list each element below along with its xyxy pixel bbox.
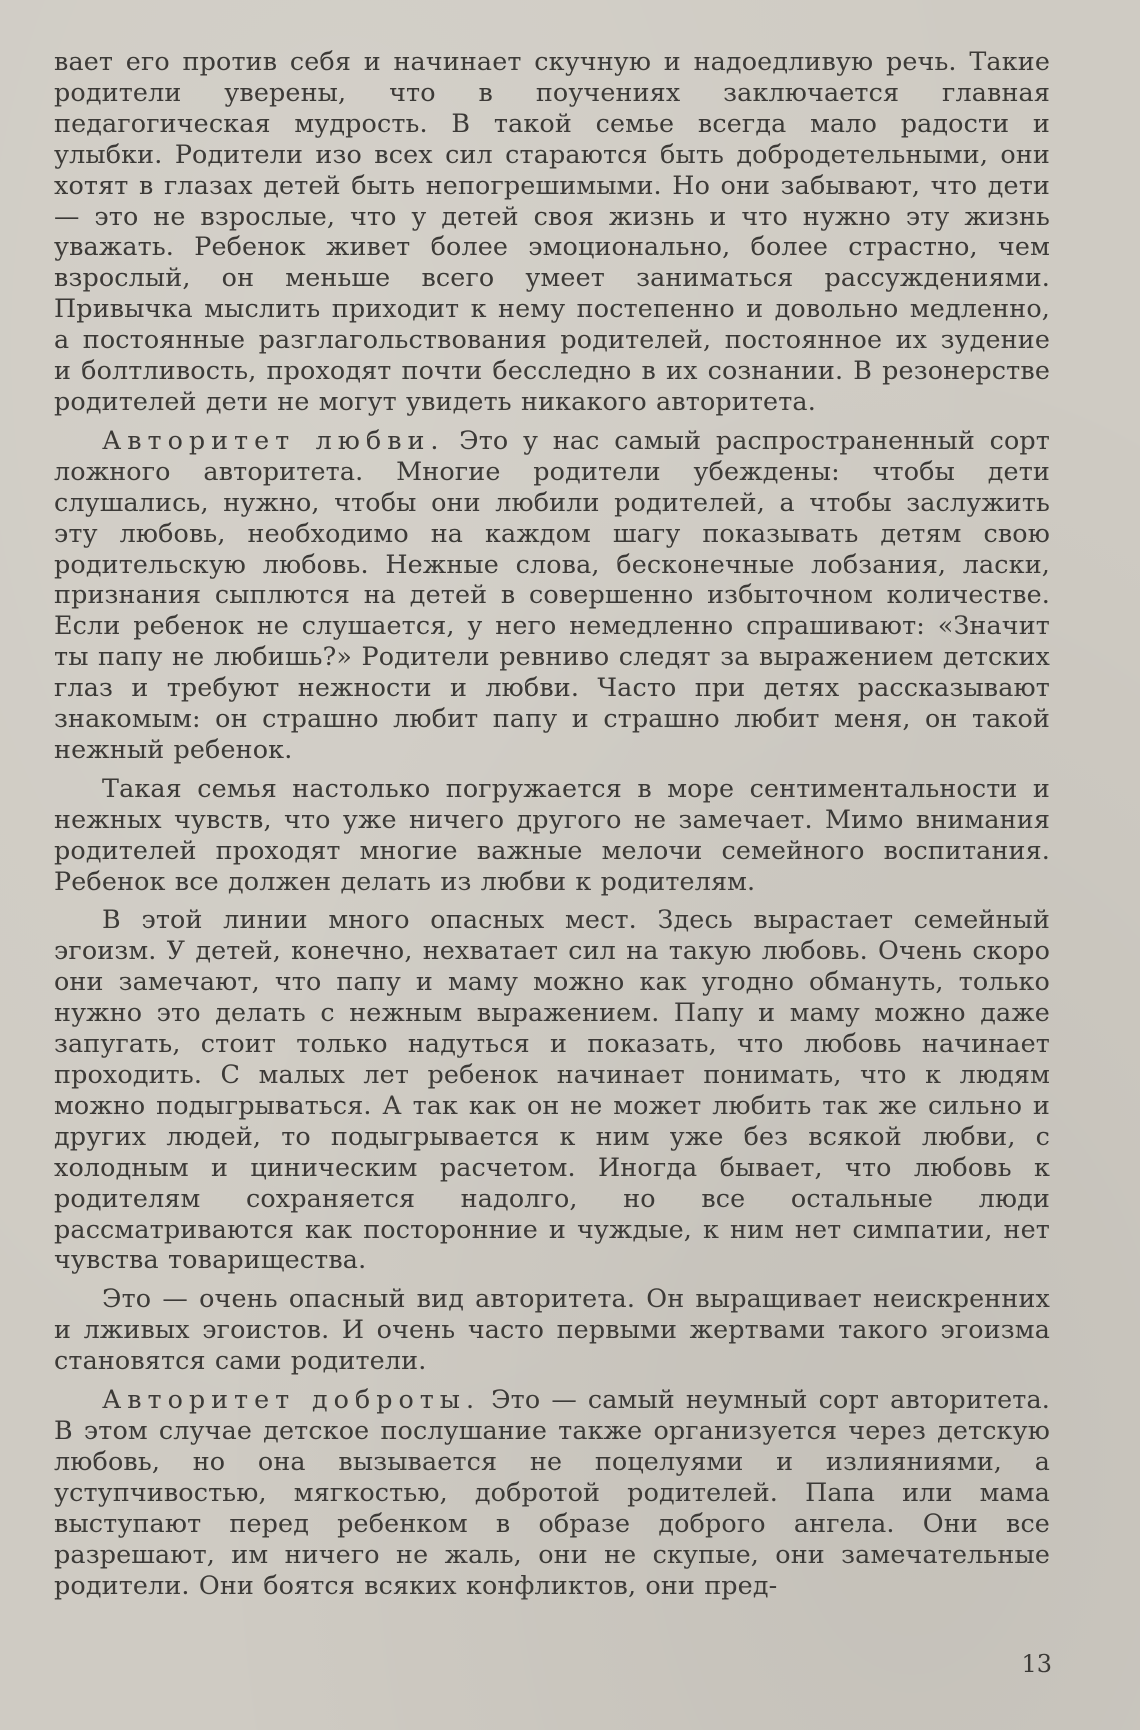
paragraph-1: [54, 46, 1050, 417]
paragraph-1-text: вает его против себя и начинает скучную и надоедливую речь. Такие родители уверены, что в поучениях заключается главная педагогическая мудрость. В такой семье всегда мало радости и улыбки. Родители изо всех сил стараются быть добродетельными, они хотят в глазах детей быть непогрешимыми. Но они забывают, что дети — это не взрослые, что у детей своя жизнь и что нужно эту жизнь уважать. Ребенок живет более эмоционально, более страстно, чем взрослый, он меньше всего умеет заниматься рассуждениями. Привычка мыслить приходит к нему постепенно и довольно медленно, а постоянные разглагольствования родителей, постоянное их зудение и болтливость, проходят почти бесследно в их сознании. В резонерстве родителей дети не могут увидеть никакого авторитета.: [54, 46, 1050, 416]
paragraph-2: [54, 425, 1050, 765]
paragraph-2-text: Это у нас самый распространенный сорт ложного авторитета. Многие родители убеждены: чтобы дети слушались, нужно, чтобы они любили родителей, а чтобы заслужить эту любовь, необходимо на каждом шагу показывать детям свою родительскую любовь. Нежные слова, бесконечные лобзания, ласки, признания сыплются на детей в совершенно избыточном количестве. Если ребенок не слушается, у него немедленно спрашивают: «Значит ты папу не любишь?» Родители ревниво следят за выражением детских глаз и требуют нежности и любви. Часто при детях рассказывают знакомым: он страшно любит папу и страшно любит меня, он такой нежный ребенок.: [54, 424, 1050, 764]
heading-authority-of-love: Авторитет любви.: [102, 424, 445, 455]
paragraph-4: [54, 904, 1050, 1275]
paragraph-3-text: Такая семья настолько погружается в море сентиментальности и нежных чувств, что уже ничего другого не замечает. Мимо внимания родителей проходят многие важные мелочи семейного воспитания. Ребенок все должен делать из любви к родителям.: [54, 772, 1050, 896]
paragraph-6-text: Это — самый неумный сорт авторитета. В этом случае детское послушание также организуется через детскую любовь, но она вызывается не поцелуями и излияниями, а уступчивостью, мягкостью, добротой родителей. Папа или мама выступают перед ребенком в образе доброго ангела. Они все разрешают, им ничего не жаль, они не скупые, они замечательные родители. Они боятся всяких конфликтов, они пред-: [54, 1384, 1050, 1600]
body-text: [54, 46, 1050, 1600]
paragraph-5: [54, 1283, 1050, 1376]
page-number: 13: [1021, 1650, 1052, 1678]
paragraph-6: [54, 1384, 1050, 1600]
paragraph-5-text: Это — очень опасный вид авторитета. Он выращивает неискренних и лживых эгоистов. И очень часто первыми жертвами такого эгоизма становятся сами родители.: [54, 1283, 1050, 1376]
heading-authority-of-kindness: Авторитет доброты.: [102, 1384, 481, 1415]
paragraph-4-text: В этой линии много опасных мест. Здесь вырастает семейный эгоизм. У детей, конечно, нехватает сил на такую любовь. Очень скоро они замечают, что папу и маму можно как угодно обмануть, только нужно это делать с нежным выражением. Папу и маму можно даже запугать, стоит только надуться и показать, что любовь начинает проходить. С малых лет ребенок начинает понимать, что к людям можно подыгрываться. А так как он не может любить так же сильно и других людей, то подыгрывается к ним уже без всякой любви, с холодным и циническим расчетом. Иногда бывает, что любовь к родителям сохраняется надолго, но все остальные люди рассматриваются как посторонние и чуждые, к ним нет симпатии, нет чувства товарищества.: [54, 904, 1050, 1275]
paragraph-3: [54, 773, 1050, 897]
